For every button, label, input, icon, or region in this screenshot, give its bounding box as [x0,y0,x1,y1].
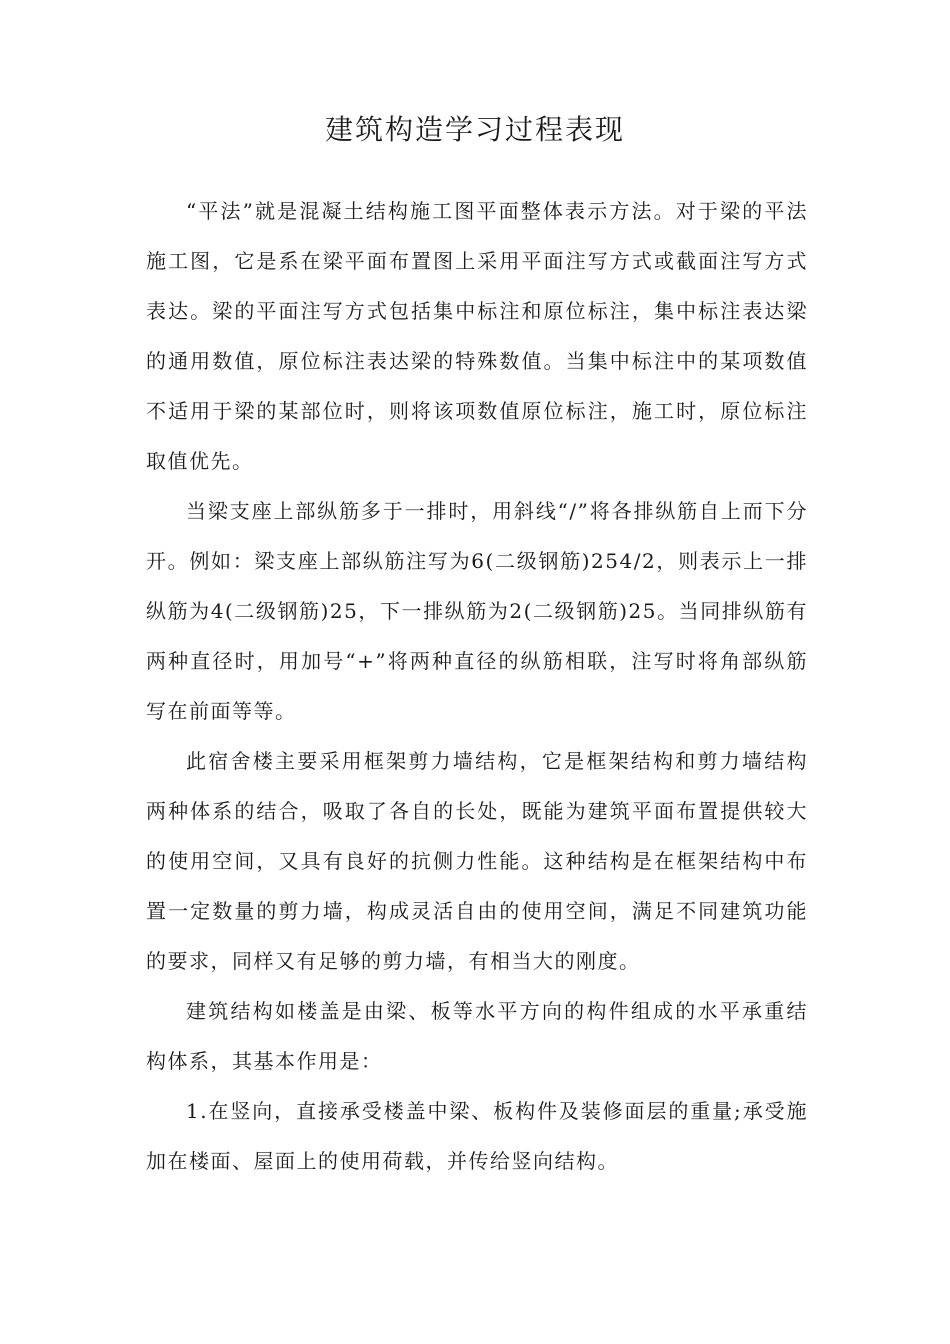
paragraph-frame-shear-wall: 此宿舍楼主要采用框架剪力墙结构，它是框架结构和剪力墙结构两种体系的结合，吸取了各自的长处，既能为建筑平面布置提供较大的使用空间，又具有良好的抗侧力性能。这种结构是在框架结构中布置一定数量的剪力墙，构成灵活自由的使用空间，满足不同建筑功能的要求，同样又有足够的剪力墙，有相当大的刚度。 [146,749,808,973]
paragraph-floor-system: 建筑结构如楼盖是由梁、板等水平方向的构件组成的水平承重结构体系，其基本作用是： [146,999,808,1073]
paragraph-longitudinal-bars: 当梁支座上部纵筋多于一排时，用斜线“/”将各排纵筋自上而下分开。例如：梁支座上部纵筋注写为6(二级钢筋)254/2，则表示上一排纵筋为4(二级钢筋)25，下一排纵筋为2(二级钢筋)25。当同排纵筋有两种直径时，用加号“+”将两种直径的纵筋相联，注写时将角部纵筋写在前面等等。 [146,499,808,723]
paragraph-pingfa: “平法”就是混凝土结构施工图平面整体表示方法。对于梁的平法施工图，它是系在梁平面布置图上采用平面注写方式或截面注写方式表达。梁的平面注写方式包括集中标注和原位标注，集中标注表达梁的通用数值，原位标注表达梁的特殊数值。当集中标注中的某项数值不适用于梁的某部位时，则将该项数值原位标注，施工时，原位标注取值优先。 [146,199,808,473]
paragraph-vertical-function: 1.在竖向，直接承受楼盖中梁、板构件及装修面层的重量;承受施加在楼面、屋面上的使用荷载，并传给竖向结构。 [146,1099,808,1173]
page-title: 建筑构造学习过程表现 [324,113,625,146]
document-body [146,186,808,1186]
